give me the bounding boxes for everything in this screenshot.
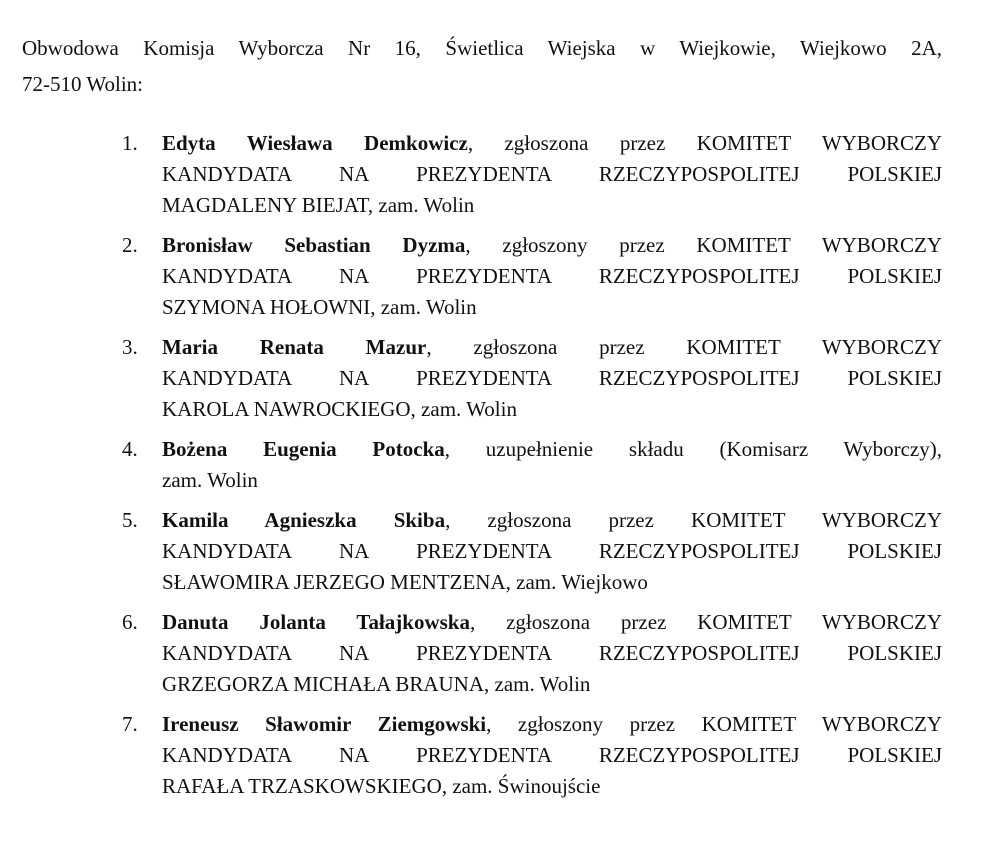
item-line-2: zam. Wolin xyxy=(162,468,258,492)
item-line-3: GRZEGORZA MICHAŁA BRAUNA, zam. Wolin xyxy=(162,672,591,696)
item-line-2: KANDYDATA NA PREZYDENTA RZECZYPOSPOLITEJ POLSKIEJ xyxy=(162,264,942,288)
list-item xyxy=(22,230,942,323)
item-number: 3. xyxy=(122,335,138,359)
document-page xyxy=(22,30,942,811)
list-item xyxy=(22,332,942,425)
member-nomination: , zgłoszony przez KOMITET WYBORCZY xyxy=(486,712,942,736)
list-item xyxy=(22,607,942,700)
item-number: 6. xyxy=(122,610,138,634)
item-line-2: KANDYDATA NA PREZYDENTA RZECZYPOSPOLITEJ POLSKIEJ xyxy=(162,539,942,563)
member-name: Ireneusz Sławomir Ziemgowski xyxy=(162,712,487,736)
item-line-3: RAFAŁA TRZASKOWSKIEGO, zam. Świnoujście xyxy=(162,774,601,798)
member-name: Bożena Eugenia Potocka xyxy=(162,437,445,461)
list-item xyxy=(22,128,942,221)
item-line-3: SŁAWOMIRA JERZEGO MENTZENA, zam. Wiejkowo xyxy=(162,570,648,594)
member-nomination: , zgłoszona przez KOMITET WYBORCZY xyxy=(426,335,943,359)
member-nomination: , uzupełnienie składu (Komisarz Wyborczy), xyxy=(444,437,942,461)
member-nomination: , zgłoszona przez KOMITET WYBORCZY xyxy=(469,610,943,634)
item-line-1 xyxy=(162,434,942,465)
item-number: 2. xyxy=(122,233,138,257)
item-line-1 xyxy=(162,332,942,363)
item-line-3: SZYMONA HOŁOWNI, zam. Wolin xyxy=(162,295,477,319)
item-line-3: MAGDALENY BIEJAT, zam. Wolin xyxy=(162,193,475,217)
item-number: 4. xyxy=(122,437,138,461)
list-item xyxy=(22,505,942,598)
list-item xyxy=(22,709,942,802)
member-nomination: , zgłoszona przez KOMITET WYBORCZY xyxy=(445,508,943,532)
commission-heading-line2: 72-510 Wolin: xyxy=(22,72,144,96)
item-line-1 xyxy=(162,505,942,536)
item-line-1 xyxy=(162,230,942,261)
member-nomination: , zgłoszony przez KOMITET WYBORCZY xyxy=(465,233,942,257)
item-line-2: KANDYDATA NA PREZYDENTA RZECZYPOSPOLITEJ POLSKIEJ xyxy=(162,641,942,665)
member-name: Kamila Agnieszka Skiba xyxy=(162,508,446,532)
item-number: 1. xyxy=(122,131,138,155)
commission-heading-line1: Obwodowa Komisja Wyborcza Nr 16, Świetlica Wiejska w Wiejkowie, Wiejkowo 2A, xyxy=(22,36,942,60)
list-item xyxy=(22,434,942,496)
item-line-2: KANDYDATA NA PREZYDENTA RZECZYPOSPOLITEJ POLSKIEJ xyxy=(162,162,942,186)
member-name: Bronisław Sebastian Dyzma xyxy=(162,233,466,257)
item-line-3: KAROLA NAWROCKIEGO, zam. Wolin xyxy=(162,397,517,421)
members-list xyxy=(22,128,942,802)
item-line-1 xyxy=(162,607,942,638)
item-number: 5. xyxy=(122,508,138,532)
member-nomination: , zgłoszona przez KOMITET WYBORCZY xyxy=(467,131,942,155)
member-name: Edyta Wiesława Demkowicz xyxy=(162,131,468,155)
item-line-1 xyxy=(162,128,942,159)
item-line-2: KANDYDATA NA PREZYDENTA RZECZYPOSPOLITEJ POLSKIEJ xyxy=(162,366,942,390)
item-line-1 xyxy=(162,709,942,740)
member-name: Danuta Jolanta Tałajkowska xyxy=(162,610,470,634)
member-name: Maria Renata Mazur xyxy=(162,335,427,359)
item-number: 7. xyxy=(122,712,138,736)
item-line-2: KANDYDATA NA PREZYDENTA RZECZYPOSPOLITEJ POLSKIEJ xyxy=(162,743,942,767)
